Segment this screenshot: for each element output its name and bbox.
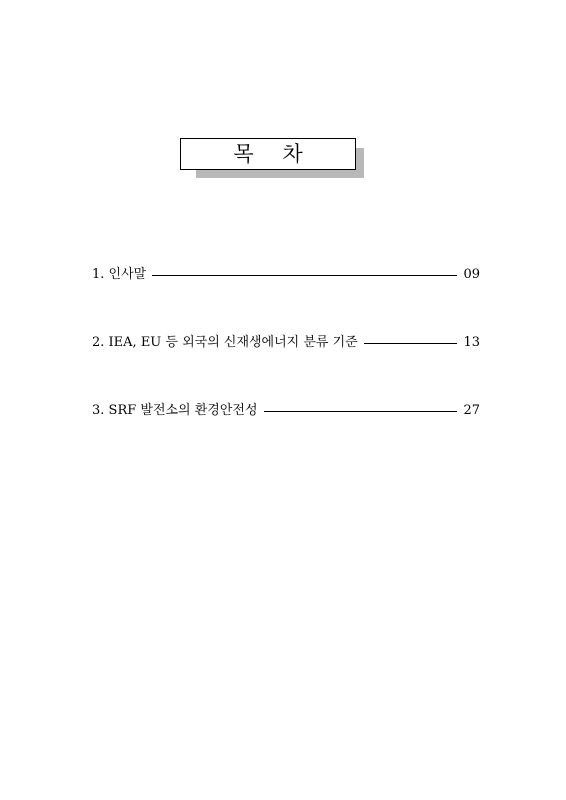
toc-leader-line (364, 343, 458, 344)
toc-entry-label: 2. IEA, EU 등 외국의 신재생에너지 분류 기준 (92, 335, 358, 350)
toc-entry-label: 1. 인사말 (92, 267, 147, 282)
toc-entry-page: 27 (463, 403, 480, 418)
toc-entry-label: 3. SRF 발전소의 환경안전성 (92, 403, 258, 418)
toc-entry[interactable] (92, 404, 480, 417)
title-box (180, 138, 356, 170)
page-title: 목 차 (233, 141, 303, 166)
toc-entry-page: 09 (463, 267, 480, 282)
toc-entry[interactable] (92, 268, 480, 281)
toc-entry-page: 13 (463, 335, 480, 350)
toc-entry[interactable] (92, 336, 480, 349)
toc-leader-line (264, 411, 458, 412)
toc-leader-line (152, 275, 457, 276)
